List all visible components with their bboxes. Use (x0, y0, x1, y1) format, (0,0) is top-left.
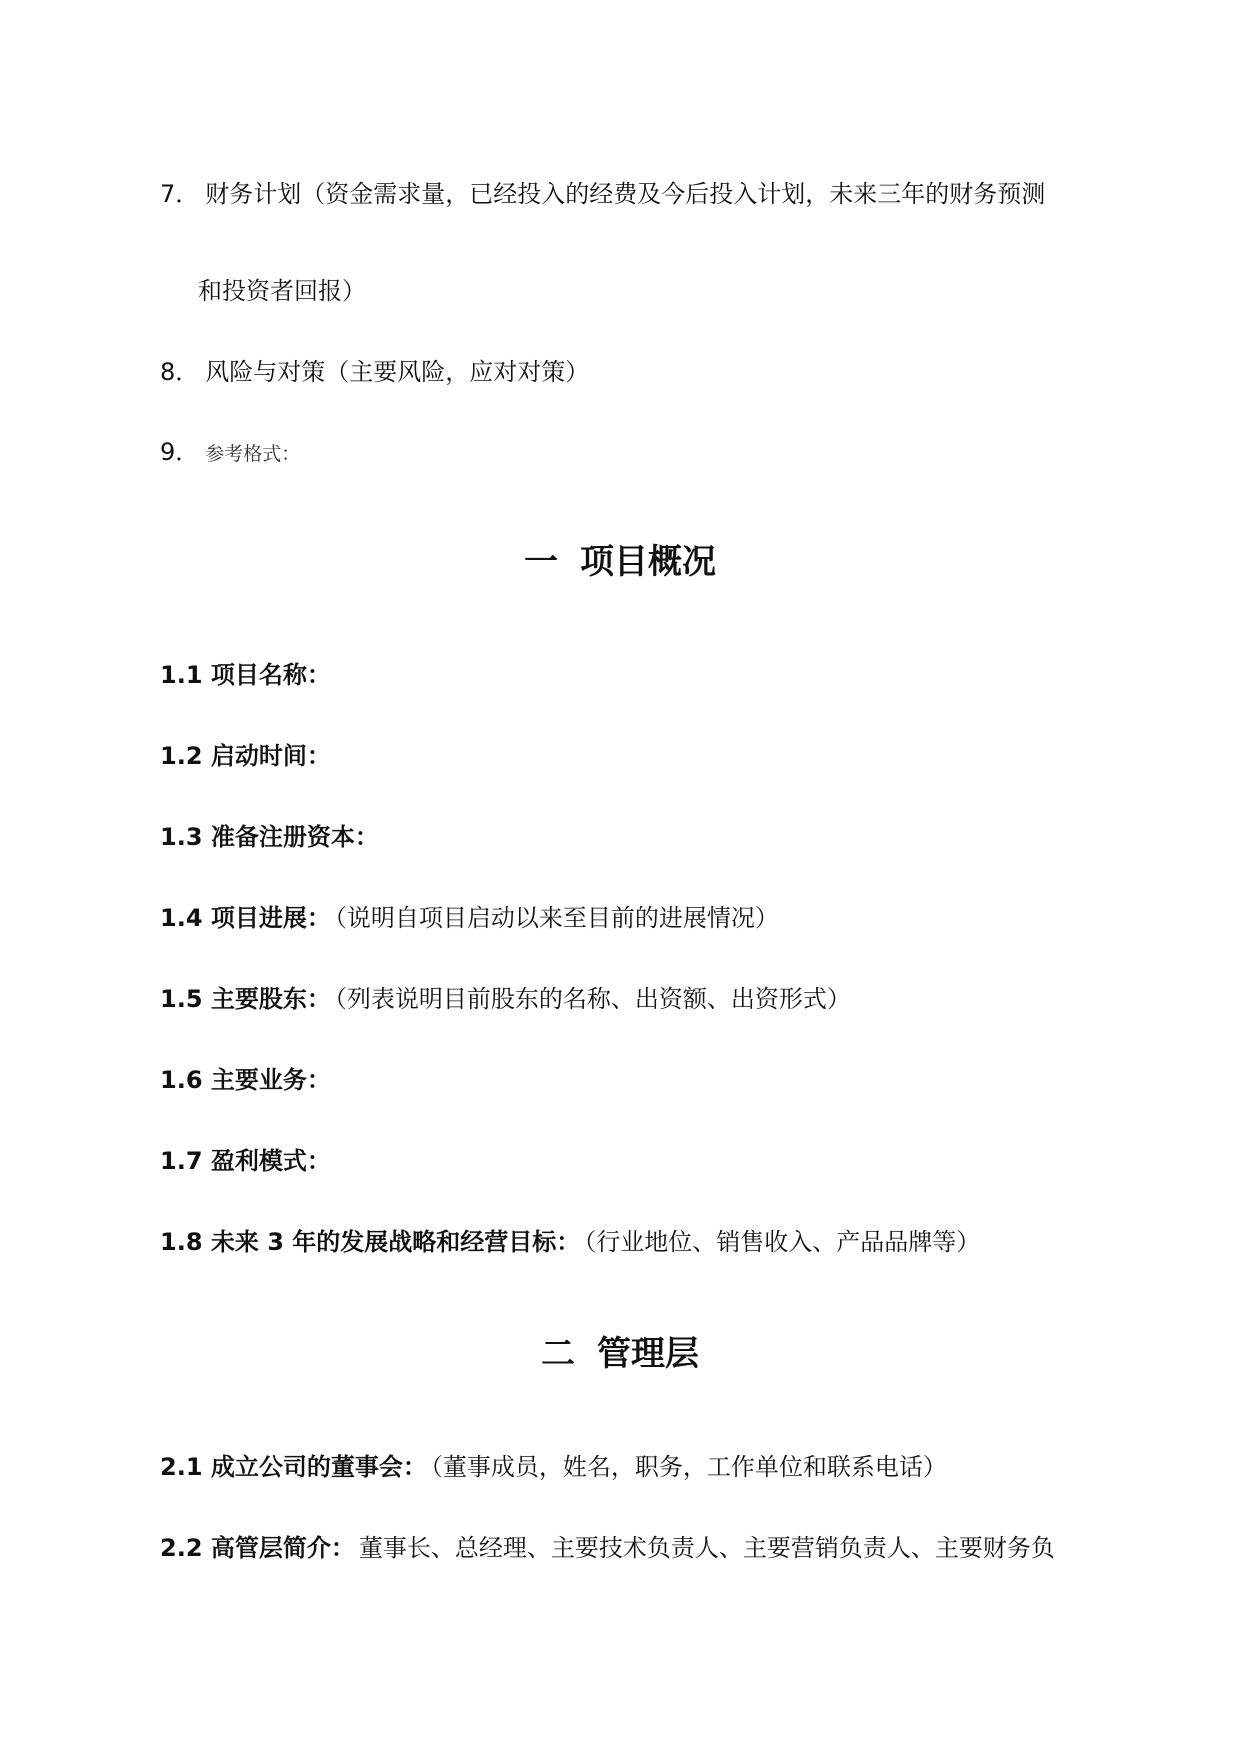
section1-item-1-6 (160, 1064, 335, 1096)
section1-item-1-4 (160, 902, 779, 934)
list-item-7-continuation: 和投资者回报） (198, 277, 366, 305)
item-label: 1.1 项目名称： (160, 661, 331, 689)
item-label: 1.2 启动时间： (160, 742, 331, 770)
section-heading-2 (0, 1332, 1240, 1376)
item-label: 1.8 未来 3 年的发展战略和经营目标： (160, 1228, 581, 1256)
section-number: 一 (524, 542, 558, 582)
section1-item-1-7 (160, 1145, 335, 1177)
list-text: 财务计划（资金需求量，已经投入的经费及今后投入计划，未来三年的财务预测 (205, 180, 1046, 208)
item-note: 董事长、总经理、主要技术负责人、主要营销负责人、主要财务负 (358, 1534, 1055, 1562)
list-number: 7． (160, 180, 200, 208)
item-label: 1.6 主要业务： (160, 1066, 331, 1094)
item-label: 1.5 主要股东： (160, 985, 331, 1013)
section1-item-1-5 (160, 983, 851, 1015)
section2-item-2-2 (160, 1532, 1055, 1564)
item-label: 2.2 高管层简介： (160, 1534, 355, 1562)
item-note: （列表说明目前股东的名称、出资额、出资形式） (334, 985, 851, 1013)
list-item-7 (160, 178, 1045, 210)
list-number: 9． (160, 438, 200, 466)
item-label: 1.4 项目进展： (160, 904, 331, 932)
section-heading-1 (0, 540, 1240, 584)
section2-item-2-1 (160, 1451, 947, 1483)
item-label: 1.7 盈利模式： (160, 1147, 331, 1175)
item-note: （行业地位、销售收入、产品品牌等） (584, 1228, 981, 1256)
item-label: 2.1 成立公司的董事会： (160, 1453, 427, 1481)
list-number: 8． (160, 358, 200, 386)
list-text: 参考格式： (205, 443, 301, 465)
section-title: 项目概况 (580, 542, 716, 582)
section-number: 二 (541, 1334, 575, 1374)
item-note: （董事成员，姓名，职务，工作单位和联系电话） (430, 1453, 947, 1481)
section-title: 管理层 (597, 1334, 699, 1374)
section1-item-1-1 (160, 659, 335, 691)
list-item-9 (160, 436, 300, 470)
list-item-8 (160, 356, 589, 388)
section1-item-1-2 (160, 740, 335, 772)
section1-item-1-3 (160, 821, 383, 853)
item-label: 1.3 准备注册资本： (160, 823, 379, 851)
section1-item-1-8 (160, 1226, 980, 1258)
list-text: 风险与对策（主要风险，应对对策） (205, 358, 590, 386)
item-note: （说明自项目启动以来至目前的进展情况） (334, 904, 779, 932)
